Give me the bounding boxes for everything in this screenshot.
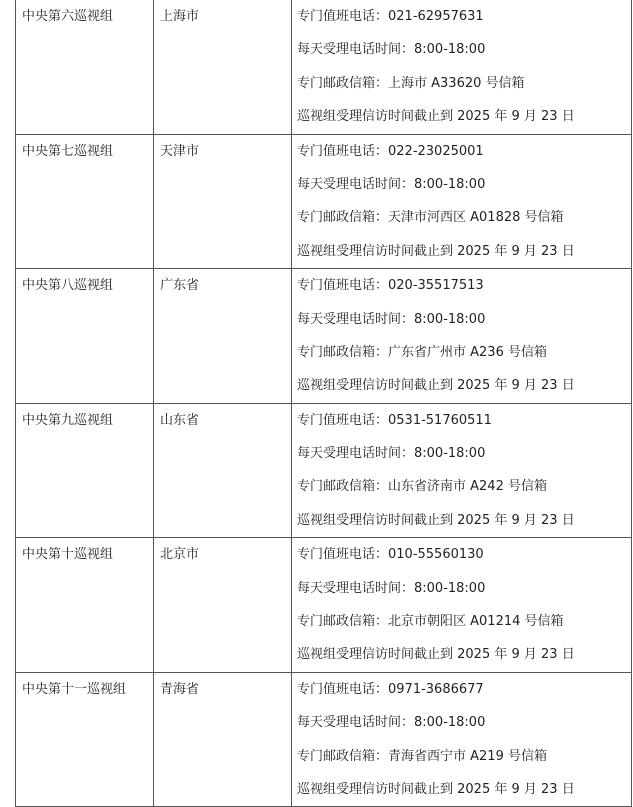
- hours-line: 每天受理电话时间：8:00-18:00: [297, 715, 486, 731]
- mailbox-line: 专门邮政信箱：山东省济南市 A242 号信箱: [297, 479, 547, 495]
- region-cell: 山东省: [154, 403, 292, 538]
- region-cell: 青海省: [154, 672, 292, 807]
- region-cell: 北京市: [154, 538, 292, 673]
- group-name-cell: 中央第六巡视组: [16, 0, 154, 134]
- mailbox-line: 专门邮政信箱：青海省西宁市 A219 号信箱: [297, 748, 547, 764]
- deadline-line: 巡视组受理信访时间截止到 2025 年 9 月 23 日: [297, 781, 575, 797]
- table-row: [16, 538, 632, 673]
- group-name-cell: 中央第十一巡视组: [16, 672, 154, 807]
- phone-line: 专门值班电话：0531-51760511: [297, 412, 492, 428]
- mailbox-line: 专门邮政信箱：天津市河西区 A01828 号信箱: [297, 210, 564, 226]
- group-name-cell: 中央第八巡视组: [16, 269, 154, 404]
- table-row: [16, 269, 632, 404]
- phone-line: 专门值班电话：0971-3686677: [297, 681, 484, 697]
- table-row: [16, 672, 632, 807]
- mailbox-line: 专门邮政信箱：北京市朝阳区 A01214 号信箱: [297, 614, 564, 630]
- mailbox-line: 专门邮政信箱：广东省广州市 A236 号信箱: [297, 344, 547, 360]
- contact-cell: [292, 672, 632, 807]
- table-row: [16, 134, 632, 269]
- phone-line: 专门值班电话：010-55560130: [297, 547, 484, 563]
- contact-cell: [292, 0, 632, 134]
- contact-cell: [292, 538, 632, 673]
- hours-line: 每天受理电话时间：8:00-18:00: [297, 311, 486, 327]
- phone-line: 专门值班电话：021-62957631: [297, 9, 484, 24]
- contact-cell: [292, 269, 632, 404]
- region-cell: 天津市: [154, 134, 292, 269]
- group-name-cell: 中央第九巡视组: [16, 403, 154, 538]
- hours-line: 每天受理电话时间：8:00-18:00: [297, 176, 486, 192]
- hours-line: 每天受理电话时间：8:00-18:00: [297, 446, 486, 462]
- table-row: [16, 0, 632, 134]
- contact-cell: [292, 134, 632, 269]
- mailbox-line: 专门邮政信箱：上海市 A33620 号信箱: [297, 75, 525, 91]
- phone-line: 专门值班电话：020-35517513: [297, 278, 484, 294]
- hours-line: 每天受理电话时间：8:00-18:00: [297, 42, 486, 58]
- deadline-line: 巡视组受理信访时间截止到 2025 年 9 月 23 日: [297, 243, 575, 259]
- phone-line: 专门值班电话：022-23025001: [297, 143, 484, 159]
- table-row: [16, 403, 632, 538]
- deadline-line: 巡视组受理信访时间截止到 2025 年 9 月 23 日: [297, 109, 575, 125]
- deadline-line: 巡视组受理信访时间截止到 2025 年 9 月 23 日: [297, 512, 575, 528]
- group-name-cell: 中央第七巡视组: [16, 134, 154, 269]
- deadline-line: 巡视组受理信访时间截止到 2025 年 9 月 23 日: [297, 647, 575, 663]
- inspection-table: [15, 0, 632, 807]
- region-cell: 上海市: [154, 0, 292, 134]
- hours-line: 每天受理电话时间：8:00-18:00: [297, 580, 486, 596]
- contact-cell: [292, 403, 632, 538]
- region-cell: 广东省: [154, 269, 292, 404]
- deadline-line: 巡视组受理信访时间截止到 2025 年 9 月 23 日: [297, 378, 575, 394]
- group-name-cell: 中央第十巡视组: [16, 538, 154, 673]
